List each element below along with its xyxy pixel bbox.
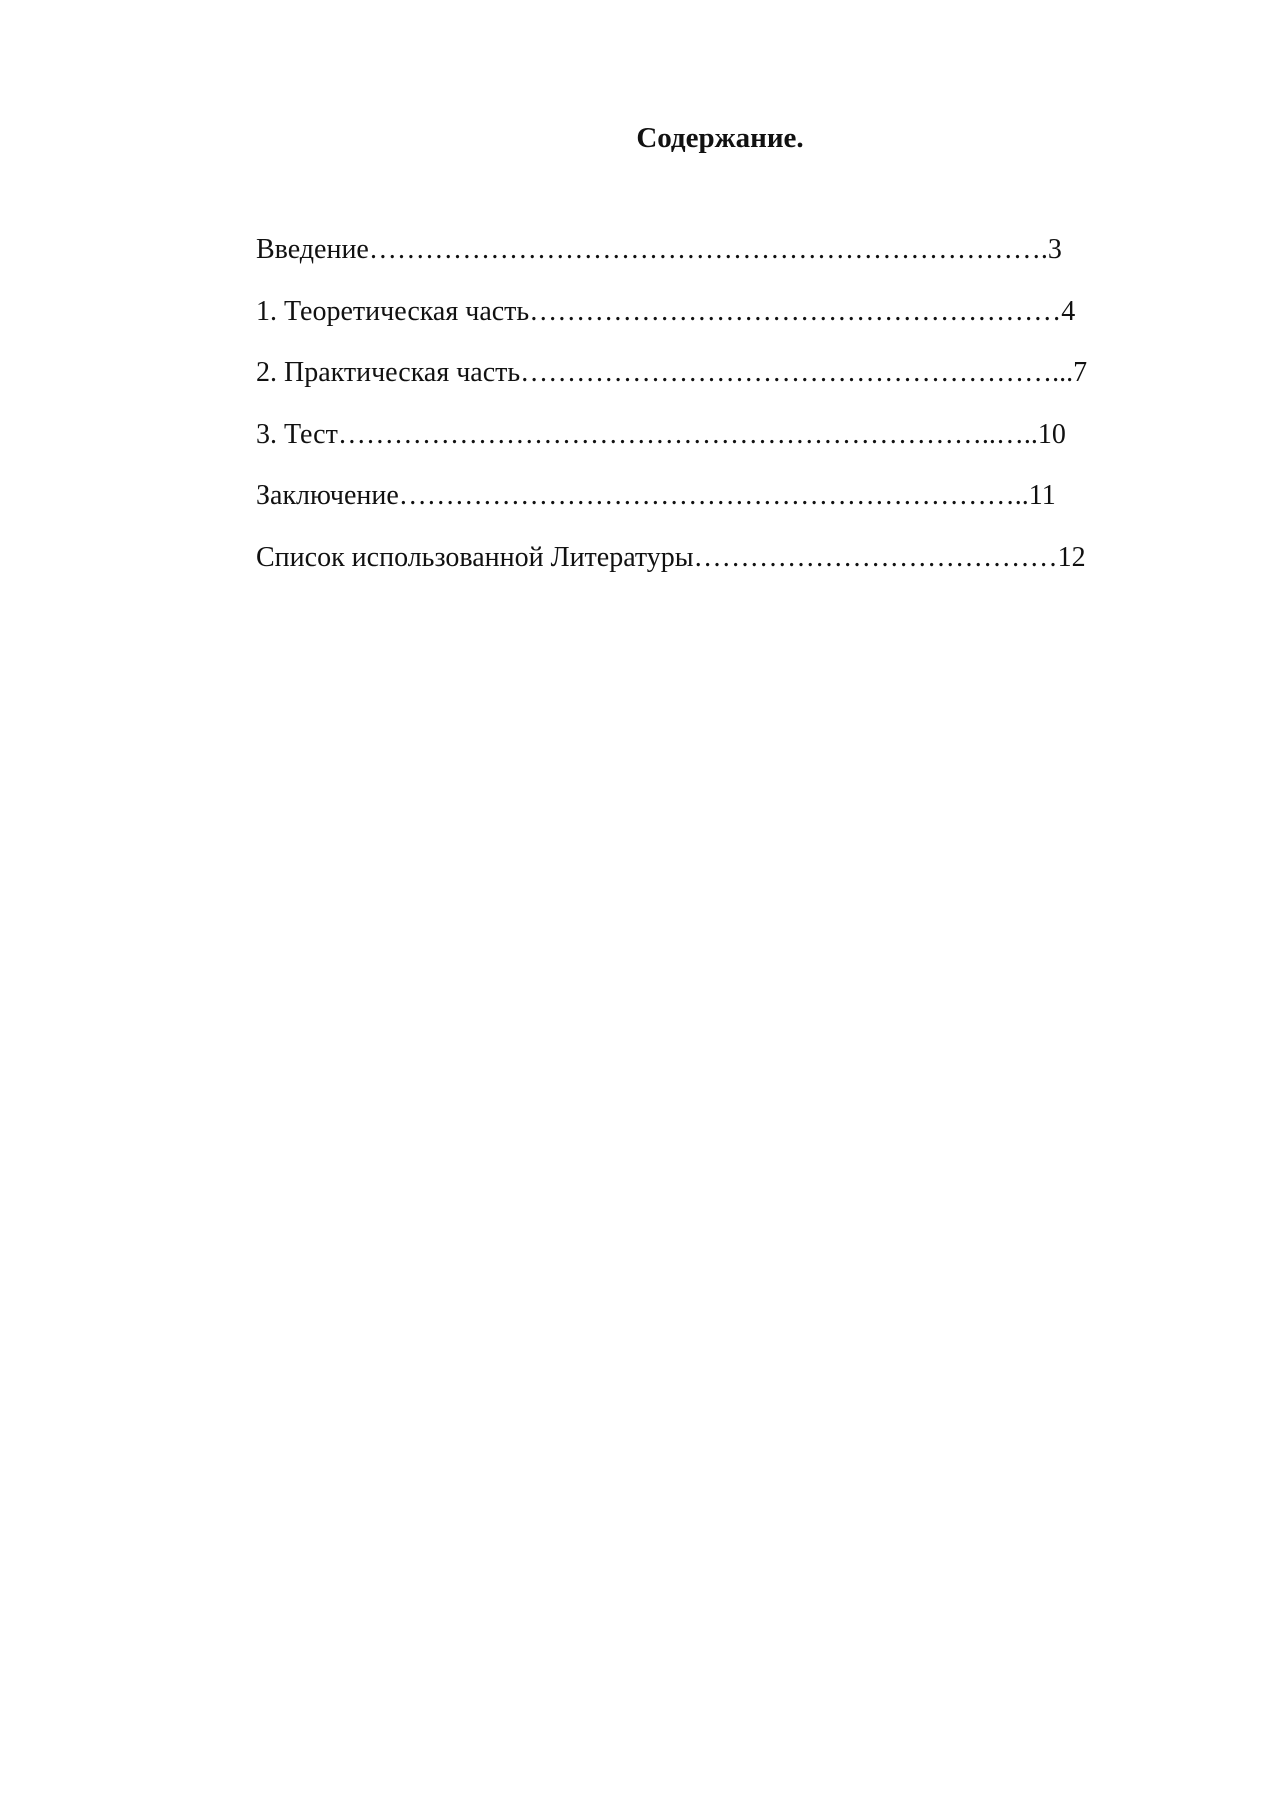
toc-entry-label: 3. Тест — [256, 418, 338, 450]
toc-entry-page: 4 — [1061, 295, 1076, 327]
toc-entry-page: 11 — [1028, 480, 1056, 512]
toc-title: Содержание. — [636, 122, 804, 154]
toc-entry-page: 7 — [1073, 357, 1088, 389]
table-of-contents — [256, 230, 1156, 600]
toc-entry-practical-part — [256, 353, 1156, 393]
toc-entry-theoretical-part — [256, 292, 1156, 332]
toc-entry-page: 3 — [1047, 234, 1062, 265]
toc-entry-introduction — [256, 230, 1156, 270]
toc-entry-leader: ………………………………… — [693, 541, 1058, 573]
toc-entry-leader: ……………………………………………………………..….. — [337, 418, 1038, 450]
toc-entry-conclusion — [256, 476, 1156, 516]
toc-entry-label: Введение — [256, 234, 369, 265]
toc-entry-page: 12 — [1057, 541, 1086, 573]
toc-entry-label: Заключение — [256, 480, 399, 512]
toc-entry-references — [256, 538, 1156, 578]
toc-entry-leader: ………………………………………………………….. — [398, 480, 1029, 512]
toc-entry-label: Список использованной Литературы — [256, 541, 694, 573]
toc-entry-leader: ………………………………………………… — [529, 295, 1062, 327]
toc-entry-label: 1. Теоретическая часть — [256, 295, 530, 327]
toc-entry-label: 2. Практическая часть — [256, 357, 521, 389]
toc-entry-leader: …………………………………………………... — [520, 357, 1074, 389]
toc-entry-leader: ………………………………………………………………. — [368, 234, 1048, 265]
toc-entry-test — [256, 415, 1156, 455]
toc-entry-page: 10 — [1037, 418, 1066, 450]
